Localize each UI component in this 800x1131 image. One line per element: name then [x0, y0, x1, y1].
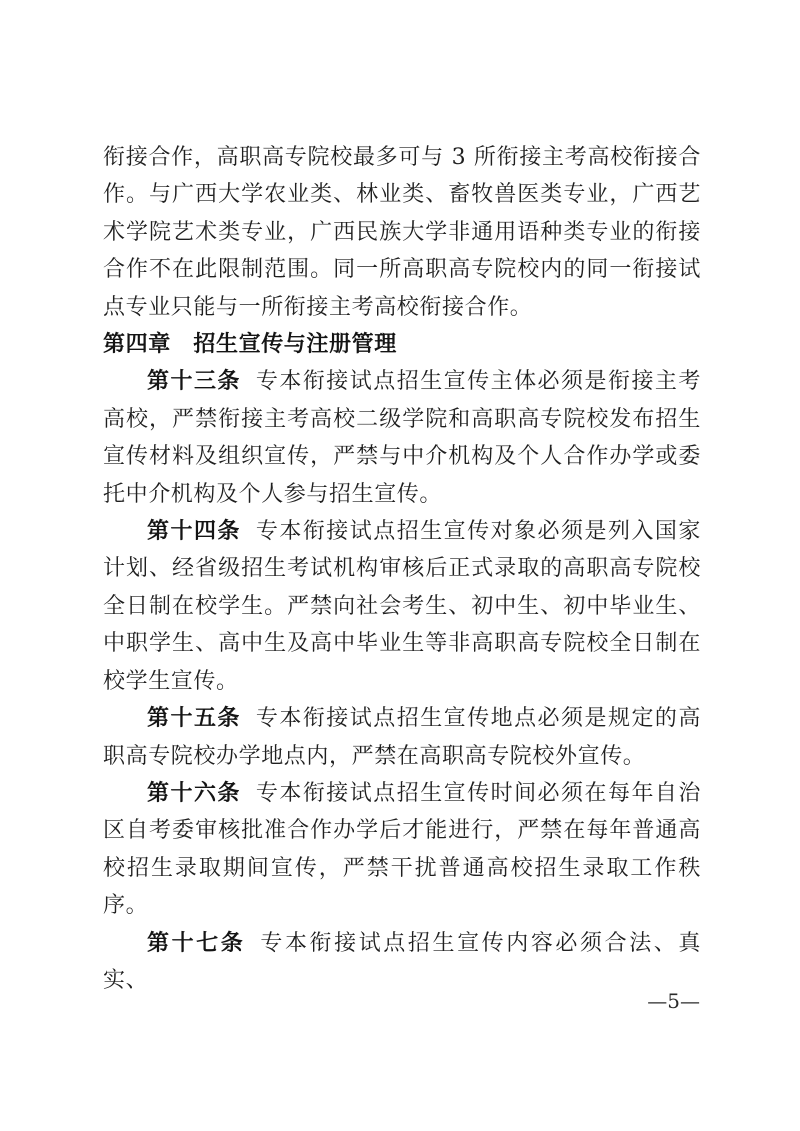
article-paragraph-15 [103, 700, 701, 775]
article-number-label: 第十四条 [147, 519, 241, 545]
article-paragraph-16 [103, 775, 701, 925]
article-text: 专本衔接试点招生宣传主体必须是衔接主考高校，严禁衔接主考高校二级学院和高职高专院校发布招生宣传材料及组织宣传，严禁与中介机构及个人合作办学或委托中介机构及个人参与招生宣传。 [103, 369, 701, 507]
article-text: 专本衔接试点招生宣传内容必须合法、真实、 [103, 930, 701, 993]
article-text: 专本衔接试点招生宣传对象必须是列入国家计划、经省级招生考试机构审核后正式录取的高职高专院校全日制在校学生。严禁向社会考生、初中生、初中毕业生、中职学生、高中生及高中毕业生等非高职高专院校全日制在校学生宣传。 [103, 519, 701, 694]
document-content [103, 139, 701, 999]
article-number-label: 第十三条 [147, 369, 241, 395]
article-number-label: 第十七条 [147, 930, 246, 956]
article-text: 专本衔接试点招生宣传地点必须是规定的高职高专院校办学地点内，严禁在高职高专院校外宣传。 [103, 706, 701, 769]
chapter-heading: 第四章 招生宣传与注册管理 [103, 332, 397, 358]
article-text: 专本衔接试点招生宣传时间必须在每年自治区自考委审核批准合作办学后才能进行，严禁在每年普通高校招生录取期间宣传，严禁干扰普通高校招生录取工作秩序。 [103, 780, 701, 919]
article-paragraph-13 [103, 363, 701, 513]
article-paragraph-17 [103, 925, 701, 1000]
article-paragraph-14 [103, 513, 701, 700]
article-number-label: 第十五条 [147, 706, 241, 732]
page-number: —5— [647, 989, 700, 1013]
continuation-paragraph: 衔接合作，高职高专院校最多可与 3 所衔接主考高校衔接合作。与广西大学农业类、林业类、畜牧兽医类专业，广西艺术学院艺术类专业，广西民族大学非通用语种类专业的衔接合作不在此限制范围。同一所高职高专院校内的同一衔接试点专业只能与一所衔接主考高校衔接合作。 [103, 145, 701, 320]
article-number-label: 第十六条 [147, 780, 241, 806]
